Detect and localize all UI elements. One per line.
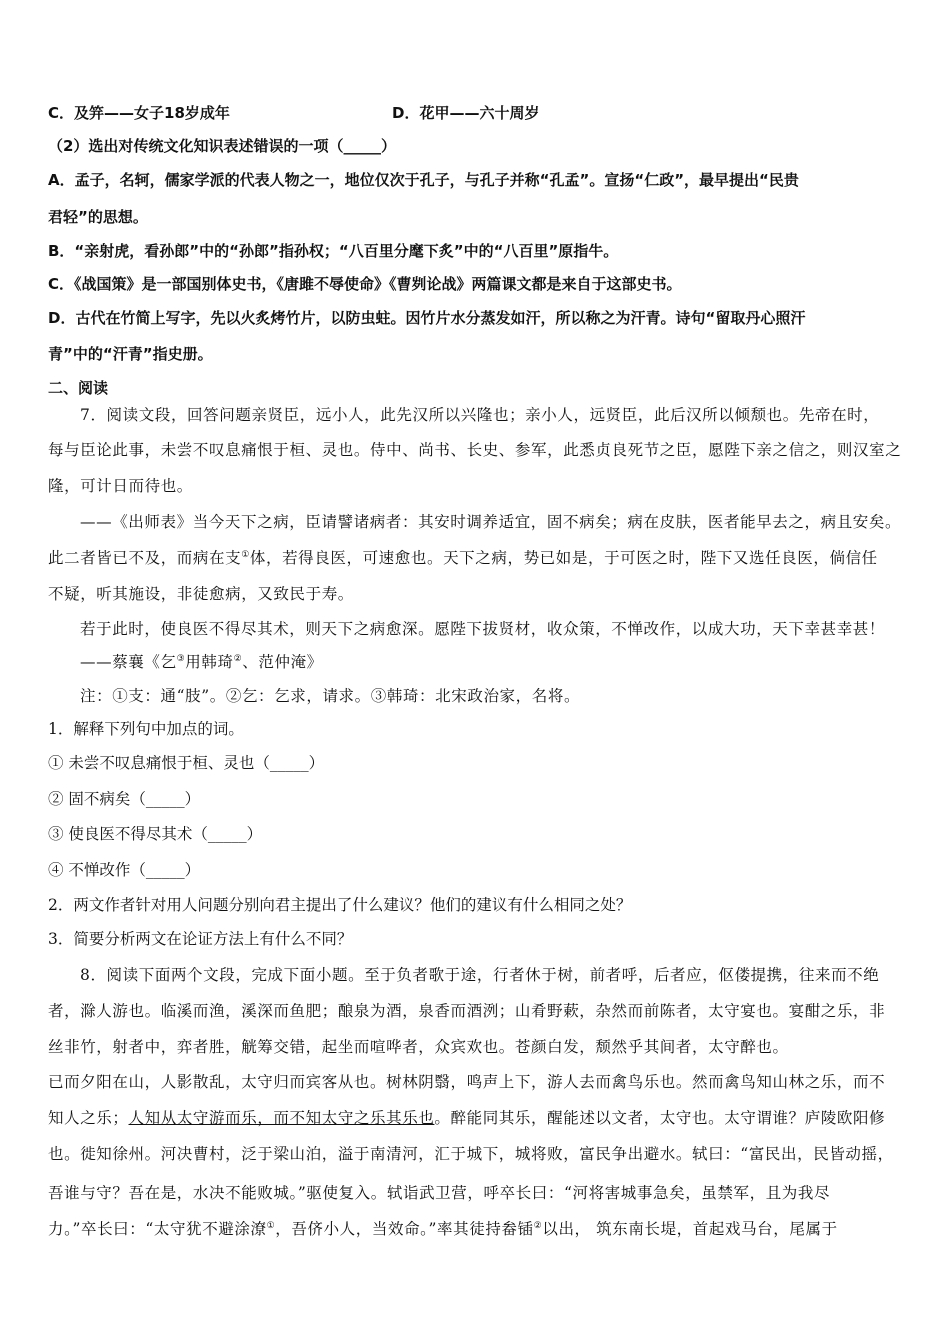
sub-question-1-item1: ① 未尝不叹息痛恨于桓、灵也（_____） [48,754,325,772]
q7-passage-line4: ——《出师表》当今天下之病，臣请譬诸病者：其安时调养适宜，固不病矣；病在皮肤，医者能早去之，病且安矣。 [80,513,902,531]
footnote-1-mark: ① [241,549,250,560]
source-c: 、范仲淹》 [242,653,323,671]
sub-question-1: 1．解释下列句中加点的词。 [48,720,244,738]
q7-passage-line5 [48,548,878,568]
q7-source [80,652,323,672]
option-a-line1: A．孟子，名轲，儒家学派的代表人物之一，地位仅次于孔子，与孔子并称“孔孟”。宣扬“仁政”，最早提出“民贵 [48,171,799,189]
option-a-line2: 君轻”的思想。 [48,208,148,226]
footnote-3-mark: ③ [176,653,186,664]
q8-passage-line6: 也。徙知徐州。河决曹村，泛于梁山泊，溢于南清河，汇于城下，城将败，富民争出避水。轼曰：“富民出，民皆动摇， [48,1145,894,1163]
q8-text-a: 知人之乐； [48,1109,129,1127]
q7-passage-line7: 若于此时，使良医不得尽其术，则天下之病愈深。愿陛下拔贤材，收众策，不惮改作，以成大功，天下幸甚幸甚！ [80,620,886,638]
q8-passage-line3: 丝非竹，射者中，弈者胜，觥筹交错，起坐而喧哗者，众宾欢也。苍颜白发，颓然乎其间者，太守醉也。 [48,1038,789,1056]
option-d2-line1: D．古代在竹简上写字，先以火炙烤竹片，以防虫蛀。因竹片水分蒸发如汗，所以称之为汗青。诗句“留取丹心照汗 [48,309,806,327]
question-2-prompt: （2）选出对传统文化知识表述错误的一项（_____） [48,137,396,155]
q8-text-e: 以出， 筑东南长堤，首起戏马台，尾属于 [542,1220,838,1238]
option-b: B．“亲射虎，看孙郎”中的“孙郎”指孙权；“八百里分麾下炙”中的“八百里”原指牛。 [48,242,619,260]
q8-passage-line4: 已而夕阳在山，人影散乱，太守归而宾客从也。树林阴翳，鸣声上下，游人去而禽鸟乐也。然而禽鸟知山林之乐，而不 [48,1073,886,1091]
q8-passage-line5 [48,1108,885,1128]
q8-text-b: 。醉能同其乐，醒能述以文者，太守也。太守谓谁？庐陵欧阳修 [434,1109,886,1127]
footnote-1b-mark: ① [266,1220,276,1231]
option-c-line [48,103,540,123]
q7-passage-line2: 每与臣论此事，未尝不叹息痛恨于桓、灵也。侍中、尚书、长史、参军，此悉贞良死节之臣，愿陛下亲之信之，则汉室之 [48,441,902,459]
sub-question-3: 3．简要分析两文在论证方法上有什么不同？ [48,930,353,948]
sub-question-2: 2．两文作者针对用人问题分别向君主提出了什么建议？他们的建议有什么相同之处？ [48,896,632,914]
sub-question-1-item2: ② 固不病矣（_____） [48,790,201,808]
option-c: C．及笄——女子18岁成年 [48,104,230,122]
section-heading-reading: 二、阅读 [48,379,109,397]
q7-text-a: 此二者皆已不及，而病在支 [48,549,242,567]
q8-passage-line1: 8．阅读下面两个文段，完成下面小题。至于负者歌于途，行者休于树，前者呼，后者应，伛偻提携，往来而不绝 [80,966,880,984]
option-d2-line2: 青”中的“汗青”指史册。 [48,345,213,363]
q8-passage-line8 [48,1219,838,1239]
source-b: 用韩琦 [185,653,234,671]
q7-notes: 注：①支：通“肢”。②乞：乞求，请求。③韩琦：北宋政治家，名将。 [80,687,581,705]
sub-question-1-item3: ③ 使良医不得尽其术（_____） [48,825,263,843]
q8-passage-line2: 者，滁人游也。临溪而渔，溪深而鱼肥；酿泉为酒，泉香而酒洌；山肴野蔌，杂然而前陈者，太守宴也。宴酣之乐，非 [48,1002,886,1020]
underlined-sentence: 人知从太守游而乐，而不知太守之乐其乐也 [128,1109,435,1127]
q7-passage-line6: 不疑，听其施设，非徒愈病，又致民于寿。 [48,585,354,603]
q7-passage-line1: 7．阅读文段，回答问题亲贤臣，远小人，此先汉所以兴隆也；亲小人，远贤臣，此后汉所以倾颓也。先帝在时， [80,406,880,424]
q8-text-c: 力。”卒长曰：“太守犹不避涂潦 [48,1220,267,1238]
sub-question-1-item4: ④ 不惮改作（_____） [48,861,201,879]
footnote-2-mark: ② [233,653,243,664]
q7-passage-line3: 隆，可计日而待也。 [48,477,193,495]
option-c2: C．《战国策》是一部国别体史书，《唐雎不辱使命》《曹刿论战》两篇课文都是来自于这部史书。 [48,275,682,293]
option-d: D．花甲——六十周岁 [392,104,540,122]
source-a: ——蔡襄《乞 [80,653,177,671]
footnote-2b-mark: ② [533,1220,543,1231]
q8-passage-line7: 吾谁与守？吾在是，水决不能败城。”驱使复入。轼诣武卫营，呼卒长曰：“河将害城事急矣，虽禁军，且为我尽 [48,1184,831,1202]
q8-text-d: ，吾侪小人，当效命。”率其徒持畚锸 [275,1220,534,1238]
q7-text-b: 体，若得良医，可速愈也。天下之病，势已如是，于可医之时，陛下又选任良医，倘信任 [249,549,878,567]
